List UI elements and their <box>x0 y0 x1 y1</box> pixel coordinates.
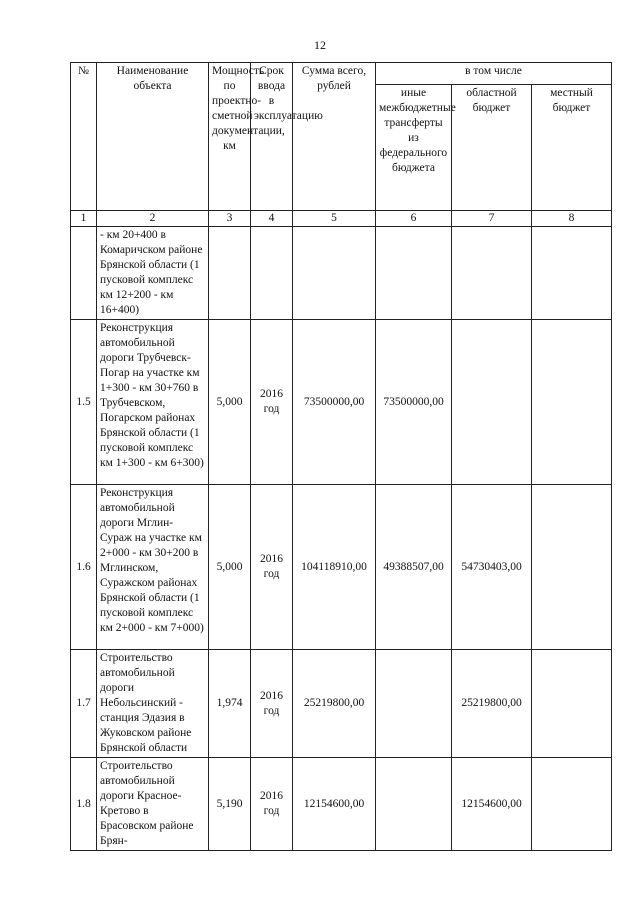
row-term: 2016 год <box>251 485 293 650</box>
row-federal: 73500000,00 <box>376 320 452 485</box>
row-regional: 25219800,00 <box>452 650 532 758</box>
table-row <box>71 650 612 758</box>
row-federal <box>376 758 452 851</box>
row-power: 5,000 <box>209 485 251 650</box>
row-regional: 54730403,00 <box>452 485 532 650</box>
row-federal: 49388507,00 <box>376 485 452 650</box>
row-sum: 104118910,00 <box>293 485 376 650</box>
row-name: Реконструкция автомобильной дороги Трубчевск-Погар на участке км 1+300 - км 30+760 в Трубчевском, Погарском районах Брянской области (1 пусковой комплекс км 1+300 - км 6+300) <box>97 320 209 485</box>
header-federal: иные межбюджетные трансферты из федерального бюджета <box>376 85 452 211</box>
header-sum: Сумма всего, рублей <box>293 63 376 211</box>
table-row <box>71 758 612 851</box>
header-regional: областной бюджет <box>452 85 532 211</box>
row-term: 2016 год <box>251 650 293 758</box>
header-power <box>209 63 285 211</box>
row-num: 1.7 <box>71 650 97 758</box>
table-row <box>71 227 612 320</box>
row-power <box>209 227 251 320</box>
row-power: 1,974 <box>209 650 251 758</box>
row-num: 1.8 <box>71 758 97 851</box>
header-num: № <box>71 63 97 211</box>
column-number: 1 <box>71 211 97 227</box>
row-name: - км 20+400 в Комаричском районе Брянской области (1 пусковой комплекс км 12+200 - км 16+400) <box>97 227 209 320</box>
page-number: 12 <box>314 38 326 52</box>
row-term: 2016 год <box>251 320 293 485</box>
column-number: 7 <box>452 211 532 227</box>
investment-table <box>70 62 612 851</box>
row-regional: 12154600,00 <box>452 758 532 851</box>
row-sum: 25219800,00 <box>293 650 376 758</box>
column-number: 6 <box>376 211 452 227</box>
row-federal <box>376 650 452 758</box>
row-local <box>532 227 612 320</box>
header-name: Наименование объекта <box>97 63 209 211</box>
column-number: 5 <box>293 211 376 227</box>
row-power: 5,190 <box>209 758 251 851</box>
row-local <box>532 650 612 758</box>
row-term <box>251 227 293 320</box>
row-local <box>532 758 612 851</box>
table-row <box>71 320 612 485</box>
row-power: 5,000 <box>209 320 251 485</box>
column-number: 8 <box>532 211 612 227</box>
row-num: 1.5 <box>71 320 97 485</box>
row-regional <box>452 227 532 320</box>
row-local <box>532 320 612 485</box>
row-sum: 73500000,00 <box>293 320 376 485</box>
column-number: 2 <box>97 211 209 227</box>
row-term: 2016 год <box>251 758 293 851</box>
row-federal <box>376 227 452 320</box>
header-local: местный бюджет <box>532 85 612 211</box>
header-term-text: Срок ввода в эксплуатацию <box>254 65 323 122</box>
column-number-row <box>71 211 612 227</box>
row-num <box>71 227 97 320</box>
row-regional <box>452 320 532 485</box>
row-name: Реконструкция автомобильной дороги Мглин-Сураж на участке км 2+000 - км 30+200 в Мглинском, Суражском районах Брянской области (1 пусковой комплекс км 2+000 - км 7+000) <box>97 485 209 650</box>
row-num: 1.6 <box>71 485 97 650</box>
column-number: 3 <box>209 211 251 227</box>
header-group: в том числе <box>376 63 612 85</box>
row-name: Строительство автомобильной дороги Небольсинский - станция Эдазия в Жуковском районе Брянской области <box>97 650 209 758</box>
row-sum <box>293 227 376 320</box>
column-number: 4 <box>251 211 293 227</box>
row-local <box>532 485 612 650</box>
row-name: Строительство автомобильной дороги Красное-Кретово в Брасовском районе Брян- <box>97 758 209 851</box>
table-row <box>71 485 612 650</box>
header-power-text: Мощность по проектно-сметной документации, км <box>212 65 285 152</box>
row-sum: 12154600,00 <box>293 758 376 851</box>
